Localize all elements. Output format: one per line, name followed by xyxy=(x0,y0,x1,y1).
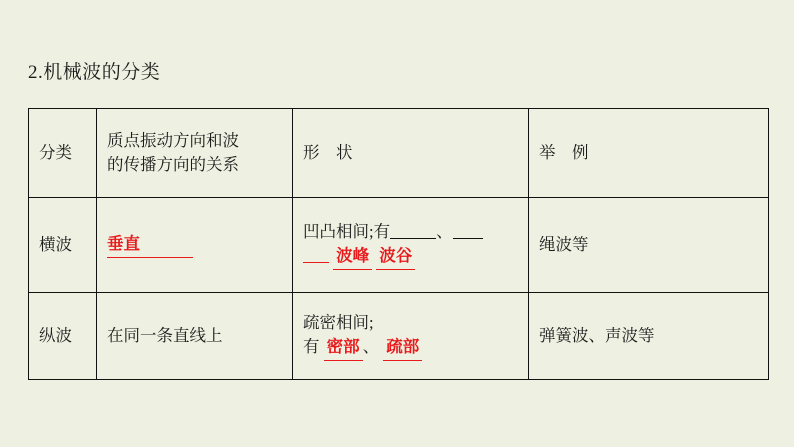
table-row-longitudinal xyxy=(29,293,769,380)
answer-sparse-region: 疏部 xyxy=(383,335,422,361)
header-cell-relation xyxy=(97,109,293,198)
cell-example-transverse: 绳波等 xyxy=(529,198,769,293)
shape-longitudinal-line2 xyxy=(303,335,518,361)
shape-transverse-line1 xyxy=(303,220,518,244)
fill-blank-2 xyxy=(453,224,483,239)
cell-relation-longitudinal: 在同一条直线上 xyxy=(97,293,293,380)
page-title: 2.机械波的分类 xyxy=(28,62,161,83)
table-row-transverse xyxy=(29,198,769,293)
header-cell-category: 分类 xyxy=(29,109,97,198)
cell-relation-transverse xyxy=(97,198,293,293)
shape-transverse-sep: 、 xyxy=(436,222,453,242)
answer-wave-trough: 波谷 xyxy=(376,244,415,270)
cell-shape-transverse xyxy=(293,198,529,293)
classification-table-wrapper xyxy=(28,108,768,380)
cell-shape-longitudinal xyxy=(293,293,529,380)
header-relation-line2: 的传播方向的关系 xyxy=(107,155,239,174)
answer-wave-crest: 波峰 xyxy=(333,244,372,270)
fill-blank-3 xyxy=(303,248,329,263)
shape-longitudinal-prefix: 有 xyxy=(303,337,320,356)
answer-dense-region: 密部 xyxy=(324,335,363,361)
header-cell-shape: 形 状 xyxy=(293,109,529,198)
cell-category-longitudinal: 纵波 xyxy=(29,293,97,380)
shape-transverse-text: 凹凸相间;有 xyxy=(303,222,391,242)
header-cell-example: 举 例 xyxy=(529,109,769,198)
header-relation-line1: 质点振动方向和波 xyxy=(107,131,239,151)
table-header-row xyxy=(29,109,769,198)
shape-longitudinal-sep: 、 xyxy=(362,337,380,356)
classification-table xyxy=(28,108,769,380)
fill-blank-1 xyxy=(390,224,436,239)
cell-category-transverse: 横波 xyxy=(29,198,97,293)
shape-longitudinal-line1: 疏密相间; xyxy=(303,313,374,333)
answer-transverse-relation: 垂直 xyxy=(107,232,193,258)
shape-transverse-line2 xyxy=(303,244,518,270)
cell-example-longitudinal: 弹簧波、声波等 xyxy=(529,293,769,380)
